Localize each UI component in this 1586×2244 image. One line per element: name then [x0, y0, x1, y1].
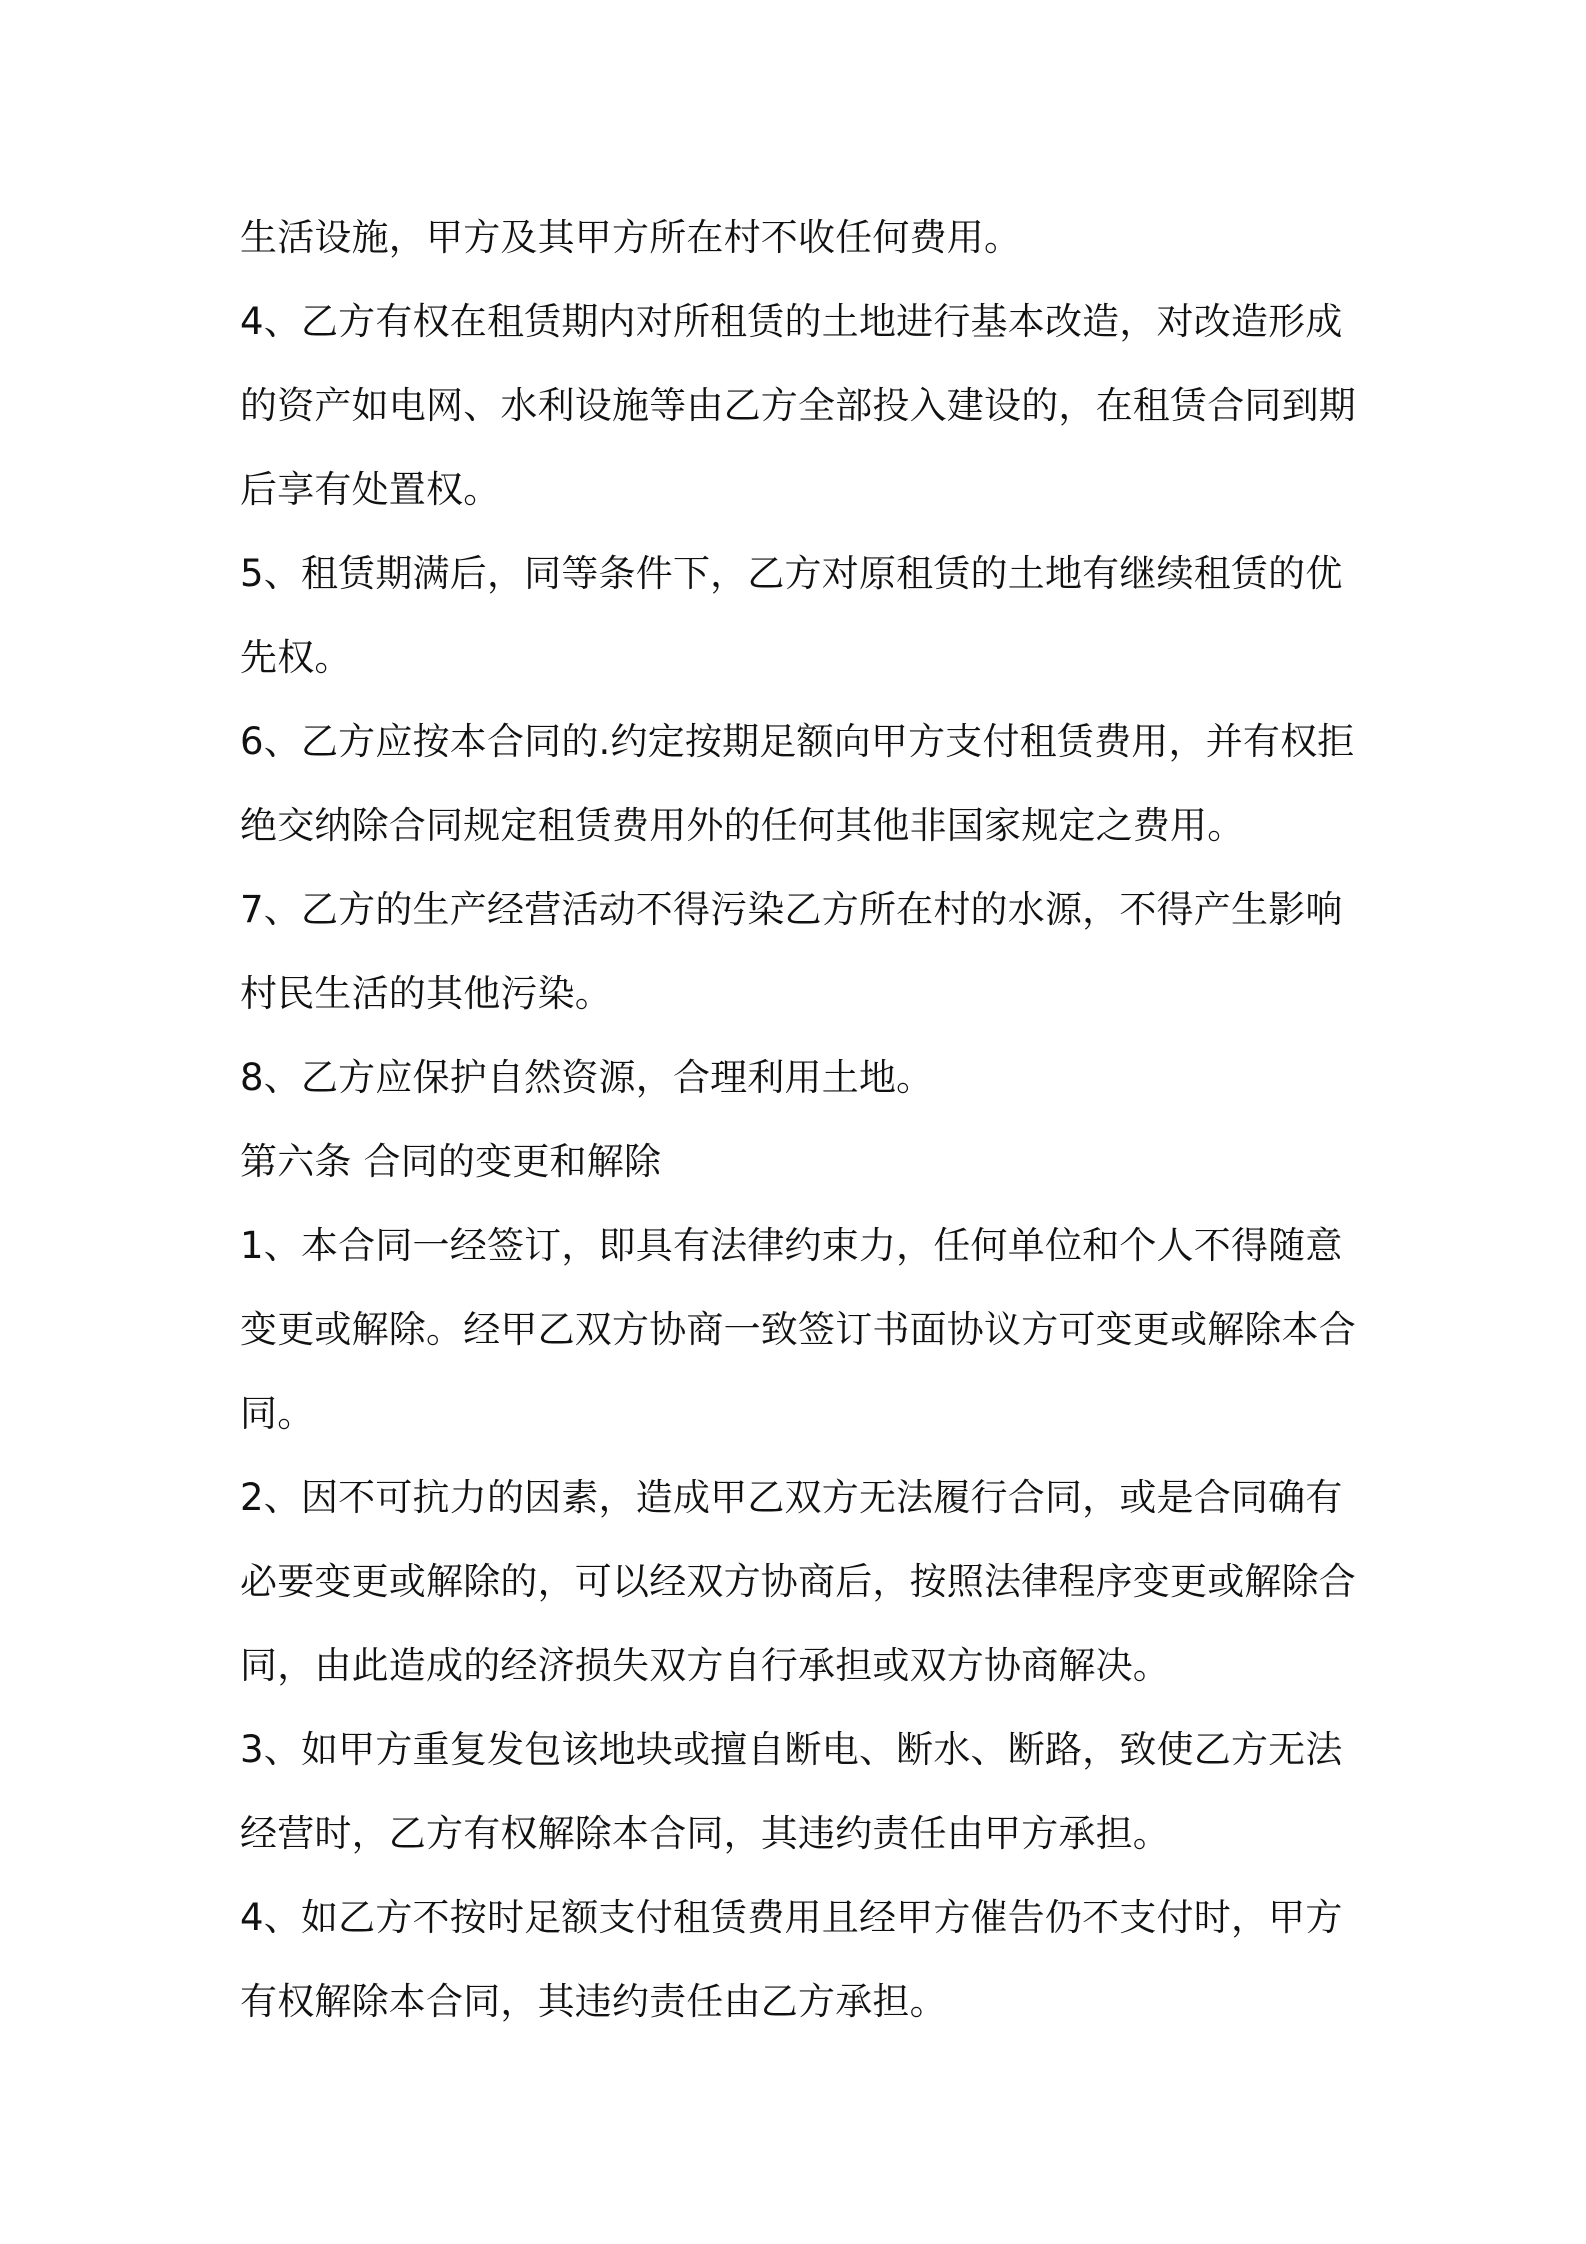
paragraph-line: 同。 — [240, 1392, 315, 1435]
paragraph-line: 4、乙方有权在租赁期内对所租赁的土地进行基本改造，对改造形成 — [240, 300, 1343, 343]
paragraph-line: 8、乙方应保护自然资源，合理利用土地。 — [240, 1056, 934, 1099]
paragraph-line: 6、乙方应按本合同的.约定按期足额向甲方支付租赁费用，并有权拒 — [240, 720, 1355, 763]
paragraph-line: 绝交纳除合同规定租赁费用外的任何其他非国家规定之费用。 — [240, 804, 1245, 847]
document-body — [240, 196, 1360, 2044]
paragraph-line: 变更或解除。经甲乙双方协商一致签订书面协议方可变更或解除本合 — [240, 1308, 1356, 1351]
paragraph-line: 有权解除本合同，其违约责任由乙方承担。 — [240, 1980, 947, 2023]
paragraph-line: 4、如乙方不按时足额支付租赁费用且经甲方催告仍不支付时，甲方 — [240, 1896, 1343, 1939]
section-heading: 第六条 合同的变更和解除 — [240, 1140, 662, 1183]
paragraph-line: 经营时，乙方有权解除本合同，其违约责任由甲方承担。 — [240, 1812, 1170, 1855]
paragraph-line: 的资产如电网、水利设施等由乙方全部投入建设的，在租赁合同到期 — [240, 384, 1356, 427]
paragraph-line: 必要变更或解除的，可以经双方协商后，按照法律程序变更或解除合 — [240, 1560, 1356, 1603]
paragraph-line: 先权。 — [240, 636, 352, 679]
paragraph-line: 生活设施，甲方及其甲方所在村不收任何费用。 — [240, 216, 1022, 259]
paragraph-line: 7、乙方的生产经营活动不得污染乙方所在村的水源，不得产生影响 — [240, 888, 1343, 931]
paragraph-line: 同，由此造成的经济损失双方自行承担或双方协商解决。 — [240, 1644, 1170, 1687]
paragraph-line: 2、因不可抗力的因素，造成甲乙双方无法履行合同，或是合同确有 — [240, 1476, 1343, 1519]
paragraph-line: 后享有处置权。 — [240, 468, 501, 511]
paragraph-line: 村民生活的其他污染。 — [240, 972, 612, 1015]
paragraph-line: 5、租赁期满后，同等条件下，乙方对原租赁的土地有继续租赁的优 — [240, 552, 1343, 595]
paragraph-line: 1、本合同一经签订，即具有法律约束力，任何单位和个人不得随意 — [240, 1224, 1343, 1267]
paragraph-line: 3、如甲方重复发包该地块或擅自断电、断水、断路，致使乙方无法 — [240, 1728, 1343, 1771]
